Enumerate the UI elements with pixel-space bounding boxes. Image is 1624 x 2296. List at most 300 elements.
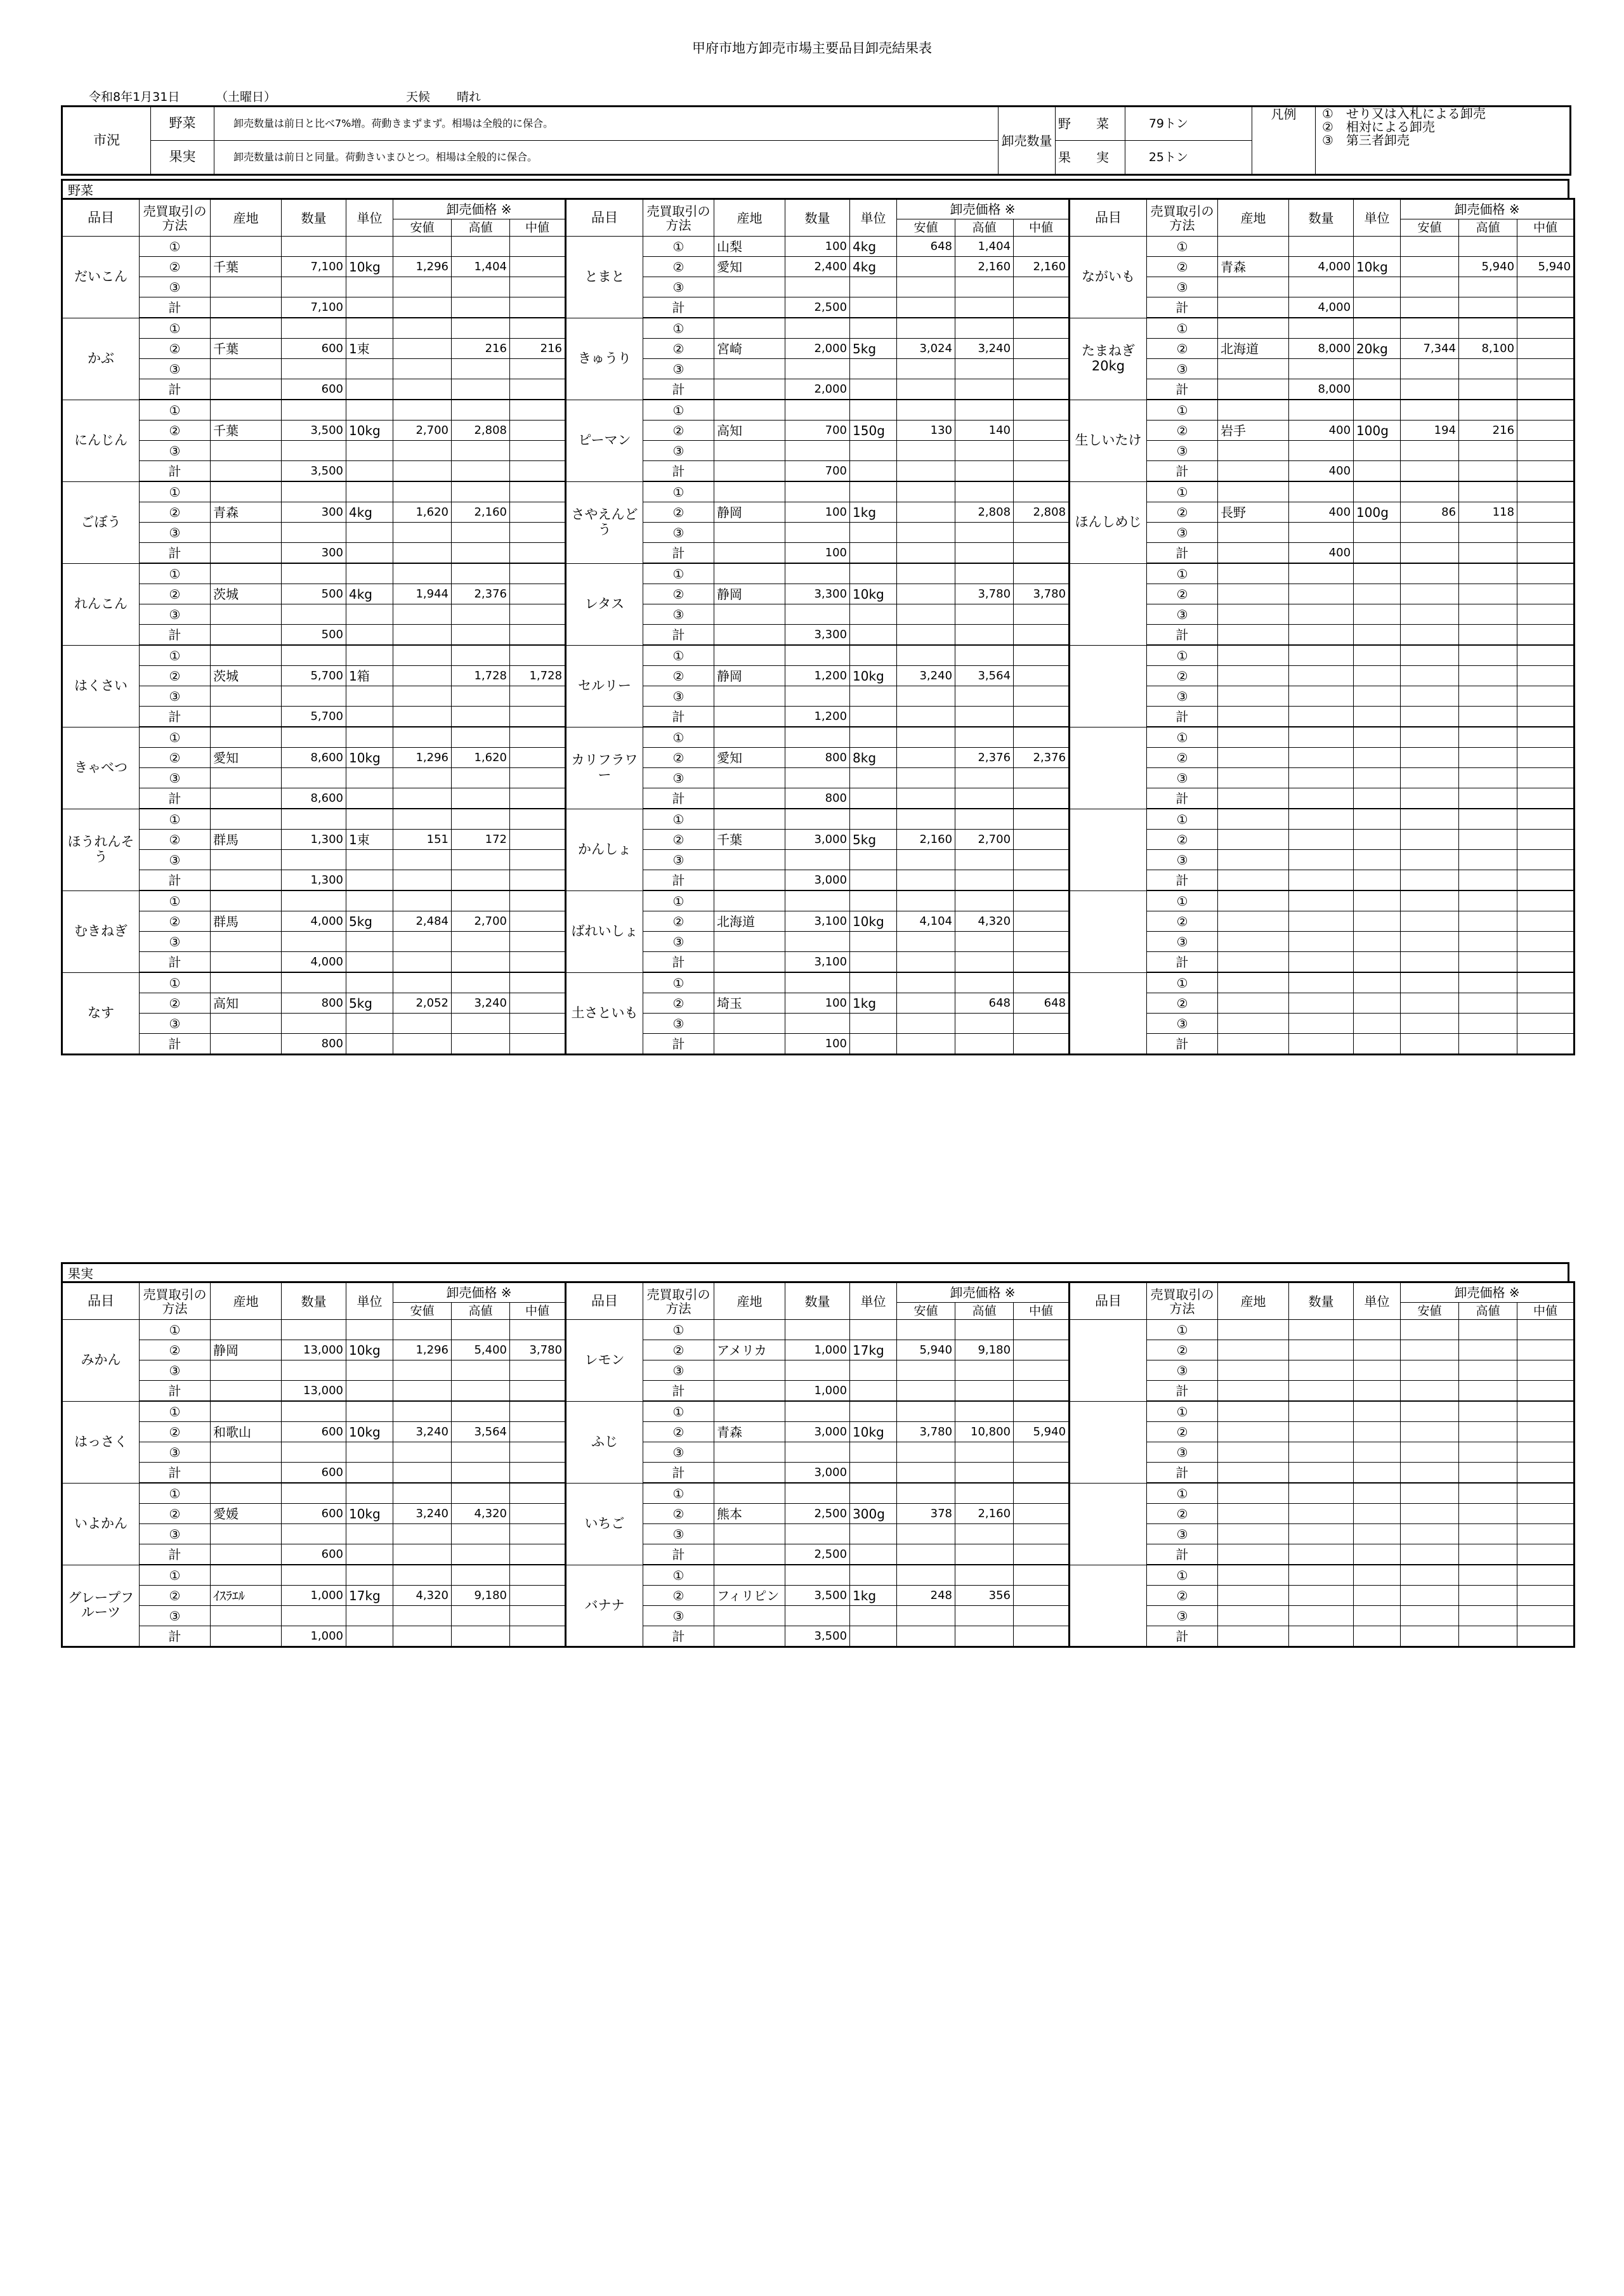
table-row xyxy=(62,1504,1575,1524)
header-mid: 中値 xyxy=(1517,1303,1575,1320)
qty-cell xyxy=(282,809,346,830)
legend-item: ③ 第三者卸売 xyxy=(1322,133,1410,148)
mid-price-cell xyxy=(1014,952,1070,973)
mid-price-cell xyxy=(510,481,566,502)
high-price-cell: 3,240 xyxy=(452,993,510,1014)
unit-cell xyxy=(346,1034,393,1055)
qty-cell xyxy=(1289,400,1354,421)
high-price-cell xyxy=(955,277,1014,297)
mid-price-cell xyxy=(1517,1565,1575,1586)
low-price-cell: 1,620 xyxy=(393,502,452,523)
total-qty-cell: 1,000 xyxy=(785,1381,850,1402)
item-name: さやえんどう xyxy=(566,481,643,563)
mid-price-cell xyxy=(510,1483,566,1504)
method-cell: ② xyxy=(140,993,211,1014)
mid-price-cell xyxy=(1517,972,1575,993)
mid-price-cell: 216 xyxy=(510,339,566,359)
unit-cell xyxy=(346,686,393,707)
qty-cell xyxy=(282,1320,346,1340)
origin-cell xyxy=(714,1463,785,1484)
method-cell: ③ xyxy=(140,686,211,707)
origin-cell: 千葉 xyxy=(211,339,282,359)
mid-price-cell xyxy=(1014,441,1070,461)
unit-cell xyxy=(1354,1340,1401,1360)
method-cell: ① xyxy=(643,563,714,584)
origin-cell: 岩手 xyxy=(1218,421,1289,441)
unit-cell xyxy=(1354,584,1401,604)
table-row xyxy=(62,543,1575,564)
origin-cell: 静岡 xyxy=(714,502,785,523)
qty-cell xyxy=(785,481,850,502)
header-item: 品目 xyxy=(566,199,643,237)
low-price-cell: 1,296 xyxy=(393,1340,452,1360)
origin-cell xyxy=(1218,830,1289,850)
mid-price-cell xyxy=(510,993,566,1014)
mid-price-cell xyxy=(1014,911,1070,932)
high-price-cell xyxy=(1459,563,1517,584)
method-cell: ③ xyxy=(1147,604,1218,625)
method-cell: ③ xyxy=(1147,768,1218,788)
qty-cell xyxy=(282,1014,346,1034)
origin-cell xyxy=(211,481,282,502)
header-item: 品目 xyxy=(566,1282,643,1320)
total-qty-cell: 4,000 xyxy=(1289,297,1354,318)
origin-cell xyxy=(714,850,785,870)
origin-cell xyxy=(1218,1544,1289,1565)
high-price-cell xyxy=(955,604,1014,625)
item-name: ながいも xyxy=(1070,237,1147,318)
method-cell: ② xyxy=(140,830,211,850)
item-name: 土さといも xyxy=(566,972,643,1055)
unit-cell xyxy=(1354,788,1401,809)
unit-cell xyxy=(346,1320,393,1340)
origin-cell: 静岡 xyxy=(714,666,785,686)
unit-cell xyxy=(346,809,393,830)
method-cell: ② xyxy=(643,339,714,359)
origin-cell xyxy=(714,441,785,461)
total-qty-cell: 8,000 xyxy=(1289,379,1354,400)
unit-cell xyxy=(346,1606,393,1626)
low-price-cell xyxy=(393,1626,452,1647)
high-price-cell xyxy=(452,1626,510,1647)
mid-price-cell xyxy=(510,952,566,973)
method-cell: ② xyxy=(643,748,714,768)
high-price-cell xyxy=(1459,788,1517,809)
item-name: にんじん xyxy=(62,400,140,481)
method-cell: 計 xyxy=(1147,788,1218,809)
qty-cell xyxy=(282,1401,346,1422)
origin-cell xyxy=(1218,359,1289,379)
mid-price-cell xyxy=(1517,604,1575,625)
unit-cell xyxy=(850,563,897,584)
mid-price-cell xyxy=(1014,1401,1070,1422)
method-cell: ② xyxy=(140,1586,211,1606)
low-price-cell xyxy=(1401,1340,1459,1360)
mid-price-cell xyxy=(1517,1014,1575,1034)
low-price-cell xyxy=(897,1401,955,1422)
qty-cell: 600 xyxy=(282,339,346,359)
qty-cell xyxy=(785,1360,850,1381)
low-price-cell: 3,240 xyxy=(393,1422,452,1442)
high-price-cell xyxy=(955,1524,1014,1544)
total-qty-cell: 400 xyxy=(1289,543,1354,564)
unit-cell xyxy=(1354,379,1401,400)
high-price-cell: 3,240 xyxy=(955,339,1014,359)
mid-price-cell xyxy=(1014,1340,1070,1360)
high-price-cell: 3,564 xyxy=(452,1422,510,1442)
mid-price-cell xyxy=(1014,1483,1070,1504)
low-price-cell xyxy=(1401,277,1459,297)
item-name: ほんしめじ xyxy=(1070,481,1147,563)
high-price-cell: 2,160 xyxy=(452,502,510,523)
unit-cell xyxy=(346,318,393,339)
header-price: 卸売価格 ※ xyxy=(1401,199,1575,219)
unit-cell xyxy=(346,932,393,952)
mid-price-cell xyxy=(510,1422,566,1442)
unit-cell: 4kg xyxy=(346,502,393,523)
header-item: 品目 xyxy=(1070,1282,1147,1320)
qty-cell xyxy=(1289,563,1354,584)
high-price-cell xyxy=(955,707,1014,727)
table-row xyxy=(62,297,1575,318)
method-cell: ① xyxy=(140,727,211,748)
qty-cell: 3,500 xyxy=(785,1586,850,1606)
origin-cell: 長野 xyxy=(1218,502,1289,523)
total-qty-cell xyxy=(1289,1381,1354,1402)
origin-cell xyxy=(714,727,785,748)
high-price-cell: 216 xyxy=(1459,421,1517,441)
unit-cell xyxy=(1354,563,1401,584)
unit-cell xyxy=(1354,768,1401,788)
low-price-cell xyxy=(1401,584,1459,604)
method-cell: ① xyxy=(1147,1565,1218,1586)
high-price-cell xyxy=(1459,1565,1517,1586)
mid-price-cell xyxy=(1517,707,1575,727)
mid-price-cell xyxy=(1517,441,1575,461)
unit-cell xyxy=(346,523,393,543)
low-price-cell: 1,944 xyxy=(393,584,452,604)
mid-price-cell xyxy=(1014,809,1070,830)
item-name xyxy=(1070,645,1147,727)
weather-label: 天候 xyxy=(406,90,431,104)
method-cell: ① xyxy=(1147,400,1218,421)
low-price-cell xyxy=(897,441,955,461)
origin-cell xyxy=(211,379,282,400)
high-price-cell xyxy=(955,1401,1014,1422)
unit-cell xyxy=(1354,1360,1401,1381)
header-price: 卸売価格 ※ xyxy=(393,1282,566,1303)
method-cell: 計 xyxy=(140,297,211,318)
item-name: レモン xyxy=(566,1320,643,1402)
qty-cell: 600 xyxy=(282,1504,346,1524)
qty-cell xyxy=(1289,604,1354,625)
qty-cell xyxy=(1289,523,1354,543)
mid-price-cell xyxy=(1517,359,1575,379)
origin-cell xyxy=(714,379,785,400)
table-row xyxy=(62,1565,1575,1586)
low-price-cell xyxy=(393,645,452,666)
method-cell: 計 xyxy=(140,1381,211,1402)
method-cell: 計 xyxy=(1147,1034,1218,1055)
unit-cell xyxy=(346,359,393,379)
origin-cell xyxy=(211,727,282,748)
mid-price-cell xyxy=(1517,1504,1575,1524)
mid-price-cell xyxy=(1014,1544,1070,1565)
low-price-cell xyxy=(393,666,452,686)
low-price-cell xyxy=(1401,972,1459,993)
method-cell: ② xyxy=(643,830,714,850)
method-cell: ① xyxy=(140,972,211,993)
high-price-cell xyxy=(1459,481,1517,502)
total-qty-cell: 5,700 xyxy=(282,707,346,727)
mid-price-cell xyxy=(510,830,566,850)
high-price-cell xyxy=(452,788,510,809)
low-price-cell: 1,296 xyxy=(393,748,452,768)
low-price-cell xyxy=(1401,830,1459,850)
qty-cell xyxy=(1289,768,1354,788)
method-cell: ② xyxy=(140,666,211,686)
qty-cell xyxy=(1289,277,1354,297)
method-cell: ② xyxy=(140,502,211,523)
high-price-cell xyxy=(1459,400,1517,421)
total-qty-cell: 7,100 xyxy=(282,297,346,318)
high-price-cell xyxy=(955,1014,1014,1034)
low-price-cell: 3,780 xyxy=(897,1422,955,1442)
mid-price-cell xyxy=(1517,911,1575,932)
header-item: 品目 xyxy=(1070,199,1147,237)
low-price-cell xyxy=(393,686,452,707)
origin-cell xyxy=(714,1401,785,1422)
unit-cell xyxy=(1354,748,1401,768)
origin-cell: 高知 xyxy=(714,421,785,441)
method-cell: ① xyxy=(140,645,211,666)
total-qty-cell: 3,500 xyxy=(282,461,346,482)
high-price-cell: 10,800 xyxy=(955,1422,1014,1442)
high-price-cell: 5,940 xyxy=(1459,257,1517,277)
unit-cell: 1kg xyxy=(850,993,897,1014)
origin-cell: 和歌山 xyxy=(211,1422,282,1442)
unit-cell: 4kg xyxy=(346,584,393,604)
origin-cell xyxy=(1218,870,1289,891)
low-price-cell xyxy=(897,523,955,543)
high-price-cell xyxy=(955,850,1014,870)
method-cell: ② xyxy=(1147,1340,1218,1360)
low-price-cell: 151 xyxy=(393,830,452,850)
mid-price-cell xyxy=(1517,1401,1575,1422)
method-cell: ① xyxy=(140,890,211,911)
unit-cell: 10kg xyxy=(346,1340,393,1360)
page-title: 甲府市地方卸売市場主要品目卸売結果表 xyxy=(692,41,932,56)
legend-label: 凡例 xyxy=(1252,107,1316,175)
low-price-cell xyxy=(393,563,452,584)
mid-price-cell xyxy=(1517,1320,1575,1340)
high-price-cell xyxy=(1459,359,1517,379)
high-price-cell xyxy=(452,1565,510,1586)
total-qty-cell: 8,600 xyxy=(282,788,346,809)
low-price-cell xyxy=(393,237,452,257)
market-label: 市況 xyxy=(62,107,151,175)
method-cell: ③ xyxy=(140,441,211,461)
method-cell: 計 xyxy=(140,1544,211,1565)
unit-cell xyxy=(850,686,897,707)
low-price-cell xyxy=(897,972,955,993)
qty-cell: 3,000 xyxy=(785,830,850,850)
high-price-cell xyxy=(452,1483,510,1504)
origin-cell xyxy=(714,277,785,297)
header-unit: 単位 xyxy=(346,199,393,237)
table-row xyxy=(62,911,1575,932)
origin-cell xyxy=(714,481,785,502)
high-price-cell xyxy=(1459,277,1517,297)
table-row xyxy=(62,645,1575,666)
veg-condition: 卸売数量は前日と比べ7%増。荷動きまずまず。相場は全般的に保合。 xyxy=(214,107,999,141)
table-row xyxy=(62,1340,1575,1360)
veg-results-table xyxy=(61,198,1575,1055)
qty-cell xyxy=(1289,645,1354,666)
header-unit: 単位 xyxy=(850,199,897,237)
unit-cell xyxy=(1354,1014,1401,1034)
item-name: だいこん xyxy=(62,237,140,318)
total-qty-cell: 100 xyxy=(785,1034,850,1055)
qty-cell xyxy=(785,277,850,297)
mid-price-cell xyxy=(1517,421,1575,441)
method-cell: ③ xyxy=(1147,359,1218,379)
qty-cell: 5,700 xyxy=(282,666,346,686)
mid-price-cell xyxy=(510,584,566,604)
high-price-cell xyxy=(1459,1320,1517,1340)
high-price-cell xyxy=(1459,850,1517,870)
mid-price-cell xyxy=(1517,870,1575,891)
item-name: かぶ xyxy=(62,318,140,400)
qty-cell xyxy=(282,686,346,707)
high-price-cell xyxy=(1459,645,1517,666)
high-price-cell: 2,376 xyxy=(955,748,1014,768)
header-origin: 産地 xyxy=(1218,1282,1289,1320)
origin-cell xyxy=(211,441,282,461)
fruit-condition: 卸売数量は前日と同量。荷動きいまひとつ。相場は全般的に保合。 xyxy=(214,141,999,175)
unit-cell xyxy=(346,727,393,748)
origin-cell xyxy=(1218,1401,1289,1422)
table-row xyxy=(62,686,1575,707)
mid-price-cell xyxy=(510,1544,566,1565)
unit-cell xyxy=(850,523,897,543)
item-name: グレープフルーツ xyxy=(62,1565,140,1647)
header-high: 高値 xyxy=(1459,1303,1517,1320)
mid-price-cell: 3,780 xyxy=(510,1340,566,1360)
mid-price-cell xyxy=(1517,461,1575,482)
table-row xyxy=(62,318,1575,339)
unit-cell xyxy=(850,441,897,461)
unit-cell xyxy=(346,1401,393,1422)
method-cell: ① xyxy=(1147,809,1218,830)
low-price-cell xyxy=(393,400,452,421)
method-cell: 計 xyxy=(643,1626,714,1647)
mid-price-cell xyxy=(510,890,566,911)
method-cell: ② xyxy=(1147,1586,1218,1606)
low-price-cell xyxy=(393,890,452,911)
unit-cell xyxy=(346,1463,393,1484)
unit-cell xyxy=(346,1014,393,1034)
mid-price-cell xyxy=(1517,1360,1575,1381)
origin-cell xyxy=(1218,1014,1289,1034)
unit-cell xyxy=(850,481,897,502)
method-cell: ① xyxy=(643,727,714,748)
method-cell: 計 xyxy=(140,1463,211,1484)
method-cell: 計 xyxy=(1147,461,1218,482)
low-price-cell xyxy=(1401,1320,1459,1340)
unit-cell xyxy=(1354,359,1401,379)
origin-cell xyxy=(1218,788,1289,809)
unit-cell xyxy=(1354,645,1401,666)
item-name: きゅうり xyxy=(566,318,643,400)
low-price-cell xyxy=(897,277,955,297)
report-date: 令和8年1月31日 xyxy=(89,90,180,104)
method-cell: ③ xyxy=(140,1524,211,1544)
unit-cell xyxy=(346,707,393,727)
origin-cell xyxy=(714,788,785,809)
qty-cell xyxy=(1289,911,1354,932)
low-price-cell xyxy=(897,645,955,666)
origin-cell xyxy=(1218,1360,1289,1381)
low-price-cell xyxy=(393,1381,452,1402)
qty-cell: 3,300 xyxy=(785,584,850,604)
low-price-cell xyxy=(897,870,955,891)
low-price-cell xyxy=(1401,257,1459,277)
unit-cell xyxy=(346,1442,393,1463)
qty-cell: 800 xyxy=(282,993,346,1014)
qty-cell: 300 xyxy=(282,502,346,523)
method-cell: ② xyxy=(1147,339,1218,359)
table-row xyxy=(62,625,1575,646)
unit-cell xyxy=(850,297,897,318)
mid-price-cell xyxy=(1517,297,1575,318)
high-price-cell xyxy=(955,318,1014,339)
total-qty-cell: 100 xyxy=(785,543,850,564)
table-row xyxy=(62,748,1575,768)
unit-cell xyxy=(850,318,897,339)
origin-cell xyxy=(1218,461,1289,482)
high-price-cell xyxy=(1459,1626,1517,1647)
total-qty-cell: 4,000 xyxy=(282,952,346,973)
qty-cell: 500 xyxy=(282,584,346,604)
unit-cell xyxy=(850,359,897,379)
origin-cell xyxy=(211,563,282,584)
high-price-cell xyxy=(1459,379,1517,400)
method-cell: ② xyxy=(140,1340,211,1360)
high-price-cell xyxy=(1459,911,1517,932)
high-price-cell xyxy=(452,400,510,421)
qty-cell xyxy=(785,318,850,339)
method-cell: ① xyxy=(1147,481,1218,502)
mid-price-cell xyxy=(1517,400,1575,421)
high-price-cell xyxy=(1459,870,1517,891)
method-cell: ① xyxy=(643,645,714,666)
unit-cell: 150g xyxy=(850,421,897,441)
item-name: 生しいたけ xyxy=(1070,400,1147,481)
method-cell: 計 xyxy=(1147,625,1218,646)
origin-cell: 茨城 xyxy=(211,584,282,604)
unit-cell xyxy=(1354,1586,1401,1606)
unit-cell xyxy=(850,707,897,727)
high-price-cell: 2,700 xyxy=(955,830,1014,850)
low-price-cell xyxy=(1401,952,1459,973)
low-price-cell xyxy=(393,1401,452,1422)
origin-cell: 山梨 xyxy=(714,237,785,257)
qty-cell: 2,000 xyxy=(785,339,850,359)
high-price-cell xyxy=(1459,748,1517,768)
total-qty-cell: 600 xyxy=(282,1544,346,1565)
qty-cell xyxy=(1289,686,1354,707)
